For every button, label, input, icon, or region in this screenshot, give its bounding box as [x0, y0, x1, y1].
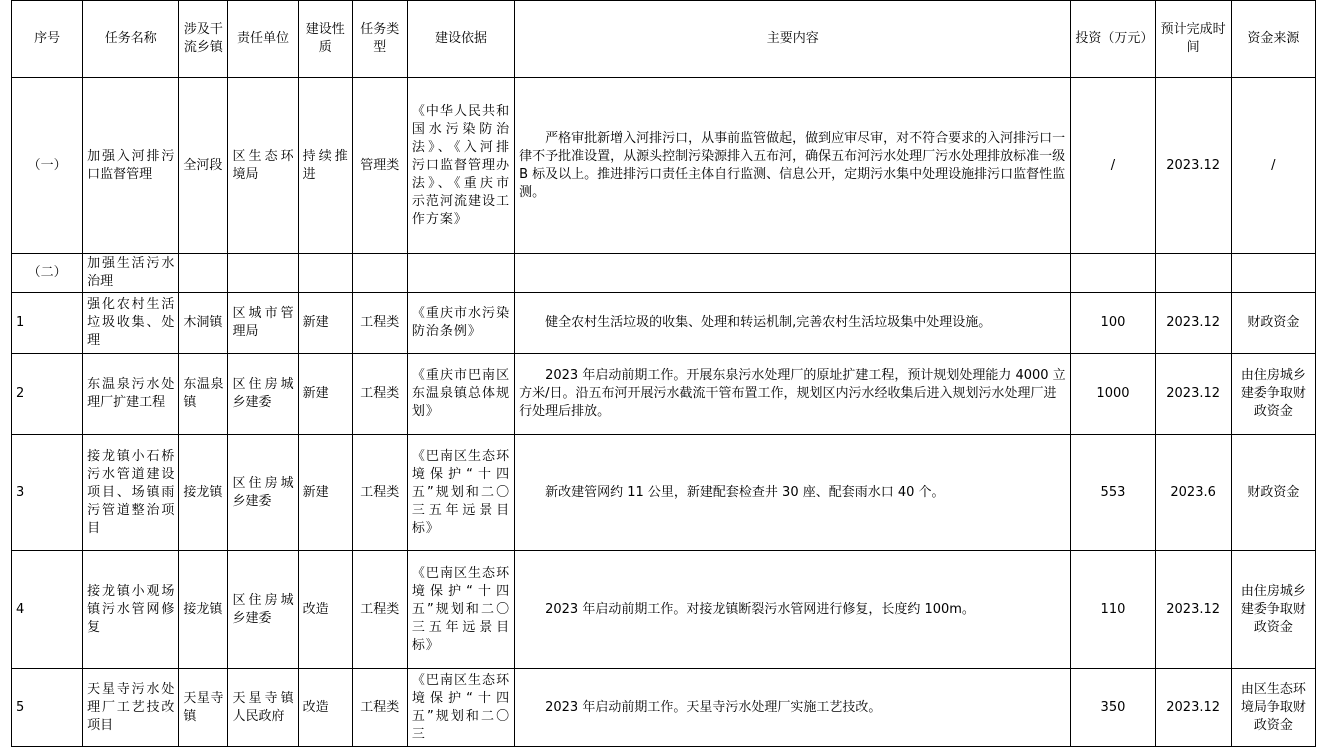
row-nature: 新建 [298, 293, 352, 354]
header-nature: 建设性质 [298, 1, 352, 78]
row-name: 接龙镇小观场镇污水管网修复 [83, 551, 179, 669]
row-type: 管理类 [352, 78, 407, 254]
table-row [12, 254, 1316, 293]
header-investment: 投资（万元） [1071, 1, 1155, 78]
row-town: 接龙镇 [179, 435, 228, 551]
row-town: 天星寺镇 [179, 669, 228, 747]
row-seq: 1 [12, 293, 83, 354]
row-basis: 《巴南区生态环境保护“十四五”规划和二〇三五年远景目标》 [407, 551, 514, 669]
header-fund: 资金来源 [1231, 1, 1315, 78]
row-nature: 新建 [298, 435, 352, 551]
row-unit [228, 254, 298, 293]
row-basis: 《重庆市巴南区东温泉镇总体规划》 [407, 354, 514, 435]
row-type: 工程类 [352, 669, 407, 747]
row-town: 接龙镇 [179, 551, 228, 669]
row-time [1155, 254, 1231, 293]
row-basis [407, 254, 514, 293]
row-basis: 《重庆市水污染防治条例》 [407, 293, 514, 354]
row-fund: 财政资金 [1231, 293, 1315, 354]
row-type [352, 254, 407, 293]
row-time: 2023.12 [1155, 669, 1231, 747]
row-time: 2023.12 [1155, 354, 1231, 435]
row-fund: 由住房城乡建委争取财政资金 [1231, 551, 1315, 669]
row-investment: 553 [1071, 435, 1155, 551]
row-content [515, 354, 1071, 435]
row-investment: 350 [1071, 669, 1155, 747]
row-type: 工程类 [352, 435, 407, 551]
row-seq: 2 [12, 354, 83, 435]
row-name: 强化农村生活垃圾收集、处理 [83, 293, 179, 354]
header-type: 任务类型 [352, 1, 407, 78]
row-unit: 区住房城乡建委 [228, 551, 298, 669]
row-town [179, 254, 228, 293]
row-unit: 区住房城乡建委 [228, 435, 298, 551]
row-content [515, 254, 1071, 293]
row-content [515, 435, 1071, 551]
row-name: 加强入河排污口监督管理 [83, 78, 179, 254]
row-unit: 天星寺镇人民政府 [228, 669, 298, 747]
row-content-text: 新改建管网约 11 公里，新建配套检查井 30 座、配套雨水口 40 个。 [545, 484, 945, 500]
row-investment: 110 [1071, 551, 1155, 669]
row-content [515, 551, 1071, 669]
row-fund: 财政资金 [1231, 435, 1315, 551]
table-row [12, 435, 1316, 551]
header-name: 任务名称 [83, 1, 179, 78]
row-type: 工程类 [352, 293, 407, 354]
table-row [12, 78, 1316, 254]
row-time: 2023.12 [1155, 78, 1231, 254]
row-content [515, 293, 1071, 354]
row-type: 工程类 [352, 551, 407, 669]
header-town: 涉及干流乡镇 [179, 1, 228, 78]
row-content [515, 669, 1071, 747]
row-nature: 改造 [298, 551, 352, 669]
row-seq: 4 [12, 551, 83, 669]
row-town: 木洞镇 [179, 293, 228, 354]
row-basis: 《中华人民共和国水污染防治法》、《入河排污口监督管理办法》、《重庆市示范河流建设工作方案》 [407, 78, 514, 254]
row-investment: / [1071, 78, 1155, 254]
row-content-text: 2023 年启动前期工作。开展东泉污水处理厂的原址扩建工程，预计规划处理能力 4000 立方米/日。沿五布河开展污水截流干管布置工作，规划区内污水经收集后进入规划污水处理厂进行处理后排放。 [519, 368, 1066, 419]
row-nature: 新建 [298, 354, 352, 435]
task-table [11, 0, 1316, 747]
row-type: 工程类 [352, 354, 407, 435]
row-town: 全河段 [179, 78, 228, 254]
row-fund: 由住房城乡建委争取财政资金 [1231, 354, 1315, 435]
header-row [12, 1, 1316, 78]
table-row [12, 354, 1316, 435]
header-unit: 责任单位 [228, 1, 298, 78]
row-basis: 《巴南区生态环境保护“十四五”规划和二〇三五年远景目标》 [407, 435, 514, 551]
row-nature [298, 254, 352, 293]
row-nature: 改造 [298, 669, 352, 747]
row-name: 接龙镇小石桥污水管道建设项目、场镇雨污管道整治项目 [83, 435, 179, 551]
row-basis: 《巴南区生态环境保护“十四五”规划和二〇三 [407, 669, 514, 747]
row-fund [1231, 254, 1315, 293]
row-content-text: 2023 年启动前期工作。对接龙镇断裂污水管网进行修复，长度约 100m。 [545, 601, 975, 617]
table-row [12, 551, 1316, 669]
row-content-text: 2023 年启动前期工作。天星寺污水处理厂实施工艺技改。 [545, 699, 882, 715]
header-content: 主要内容 [515, 1, 1071, 78]
row-investment: 100 [1071, 293, 1155, 354]
row-time: 2023.6 [1155, 435, 1231, 551]
row-name: 加强生活污水治理 [83, 254, 179, 293]
header-basis: 建设依据 [407, 1, 514, 78]
row-investment [1071, 254, 1155, 293]
row-seq: （二） [12, 254, 83, 293]
row-unit: 区生态环境局 [228, 78, 298, 254]
header-seq: 序号 [12, 1, 83, 78]
row-content-text: 严格审批新增入河排污口，从事前监管做起，做到应审尽审，对不符合要求的入河排污口一律不予批准设置，从源头控制污染源排入五布河，确保五布河污水处理厂污水处理排放标准一级 B 标及以上。推进排污口责任主体自行监测、信息公开，定期污水集中处理设施排污口监督性监测。 [519, 130, 1066, 200]
row-investment: 1000 [1071, 354, 1155, 435]
row-unit: 区城市管理局 [228, 293, 298, 354]
row-unit: 区住房城乡建委 [228, 354, 298, 435]
row-town: 东温泉镇 [179, 354, 228, 435]
row-name: 天星寺污水处理厂工艺技改项目 [83, 669, 179, 747]
row-content [515, 78, 1071, 254]
row-seq: 5 [12, 669, 83, 747]
table-row [12, 293, 1316, 354]
row-time: 2023.12 [1155, 551, 1231, 669]
row-fund: 由区生态环境局争取财政资金 [1231, 669, 1315, 747]
row-nature: 持续推进 [298, 78, 352, 254]
header-time: 预计完成时间 [1155, 1, 1231, 78]
row-time: 2023.12 [1155, 293, 1231, 354]
row-seq: 3 [12, 435, 83, 551]
row-seq: （一） [12, 78, 83, 254]
row-name: 东温泉污水处理厂扩建工程 [83, 354, 179, 435]
table-row [12, 669, 1316, 747]
row-content-text: 健全农村生活垃圾的收集、处理和转运机制,完善农村生活垃圾集中处理设施。 [545, 315, 992, 330]
row-fund: / [1231, 78, 1315, 254]
